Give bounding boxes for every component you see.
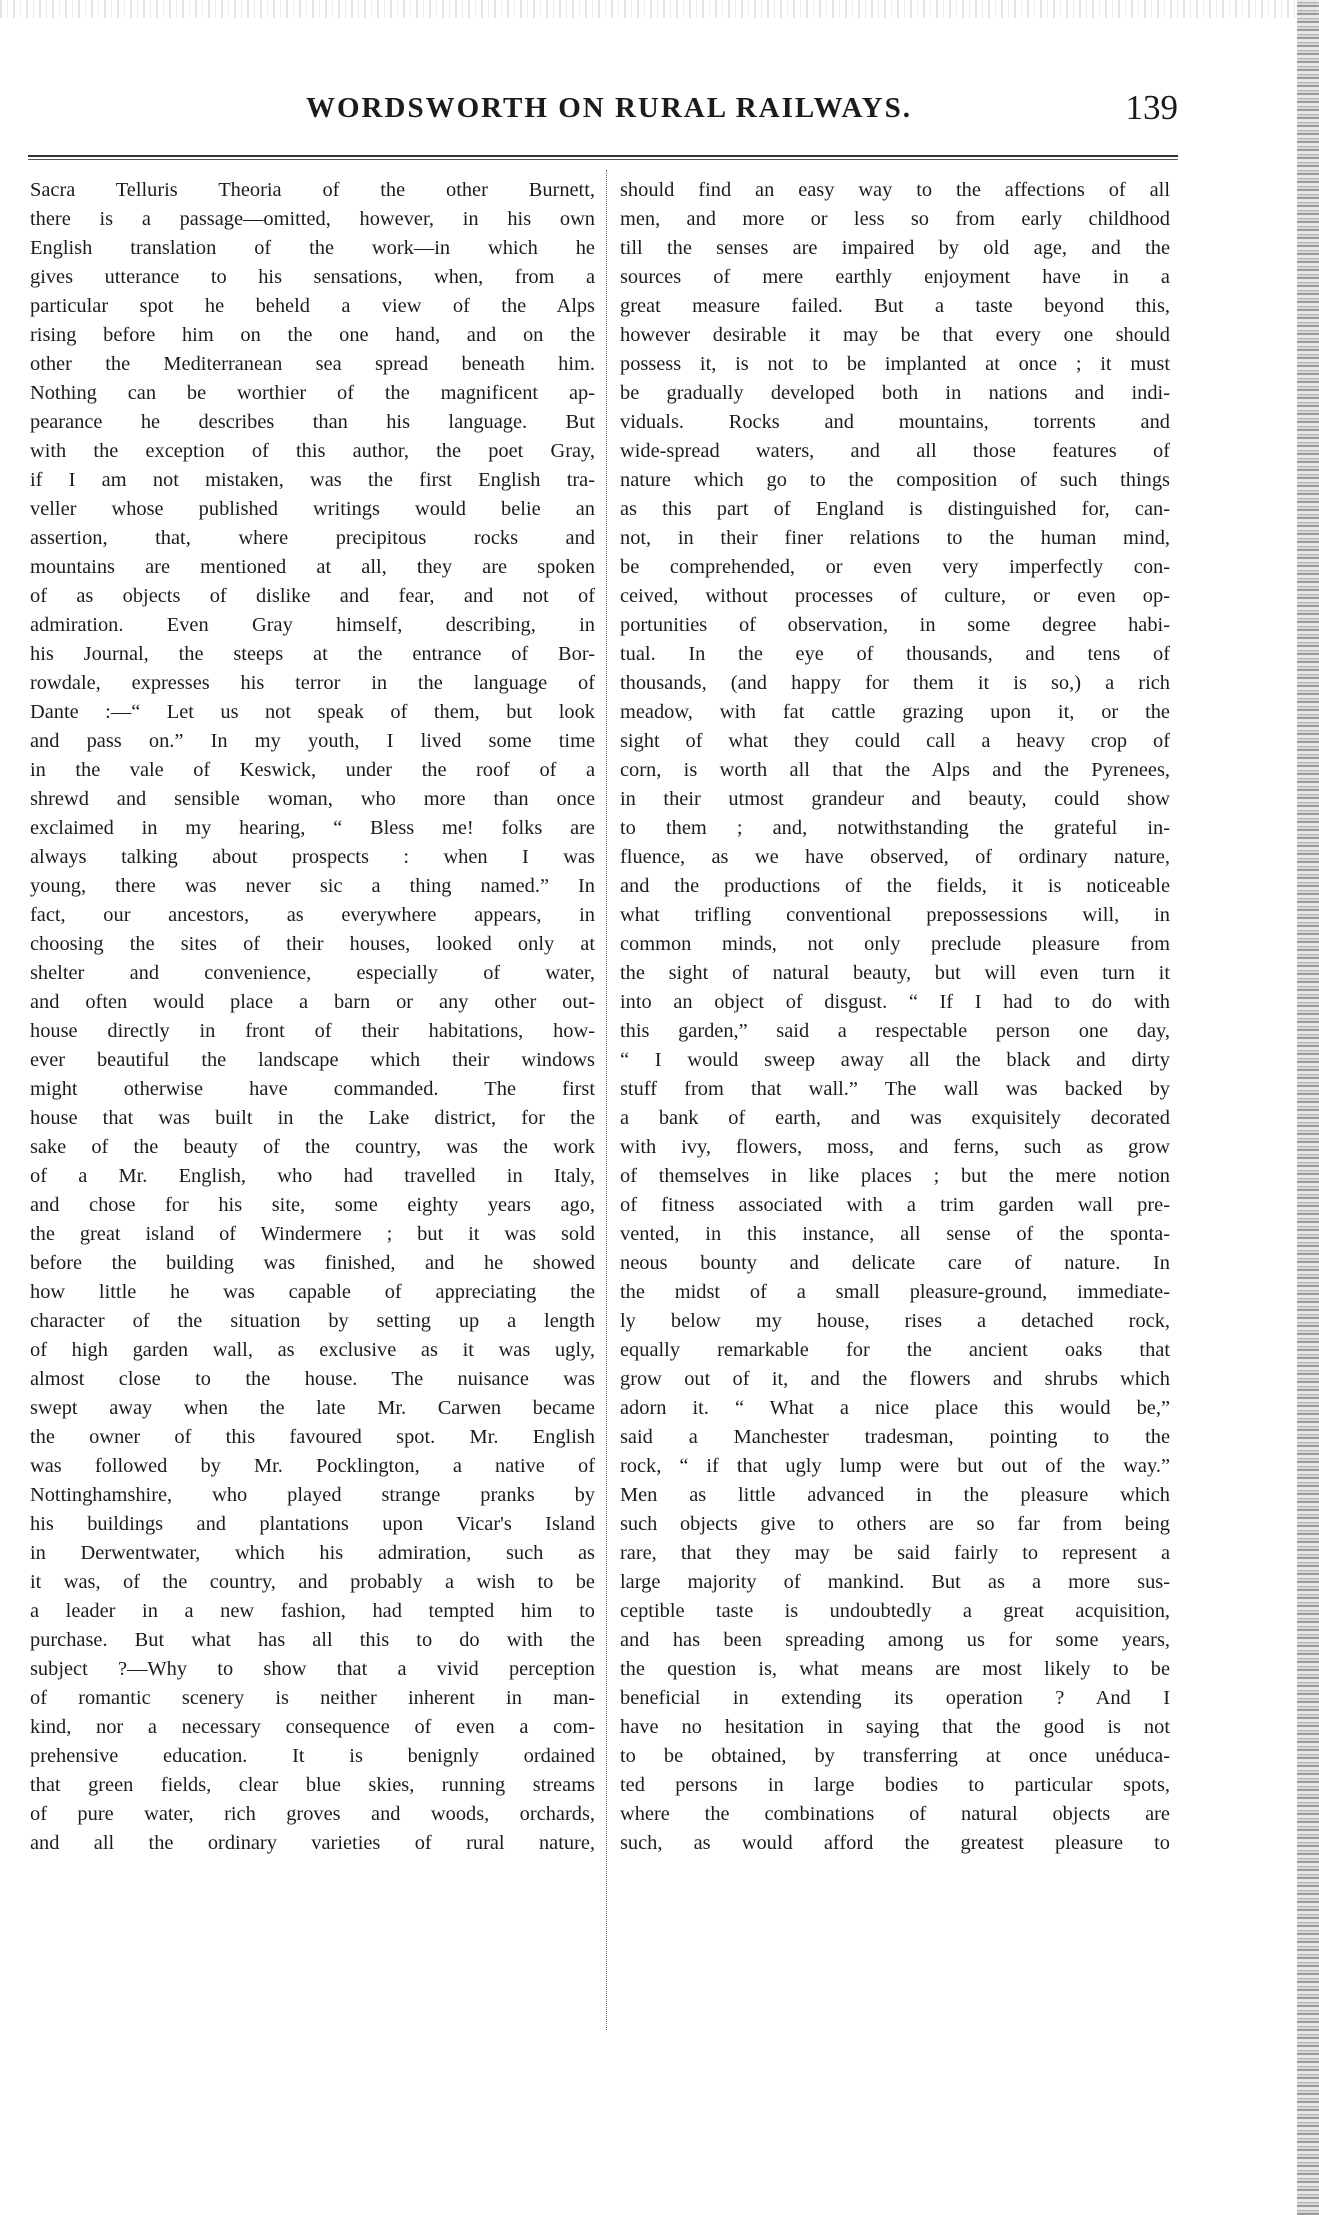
text-line: to be obtained, by transferring at once unéduca- bbox=[620, 1745, 1170, 1767]
text-line: purchase. But what has all this to do with the bbox=[30, 1629, 595, 1651]
running-title: WORDSWORTH ON RURAL RAILWAYS. bbox=[306, 92, 912, 124]
text-line: particular spot he beheld a view of the Alps bbox=[30, 295, 595, 317]
text-line: the midst of a small pleasure-ground, immediate- bbox=[620, 1281, 1170, 1303]
text-line: Nottinghamshire, who played strange pranks by bbox=[30, 1484, 595, 1506]
text-line: such objects give to others are so far from being bbox=[620, 1513, 1170, 1535]
text-line: be gradually developed both in nations and indi- bbox=[620, 382, 1170, 404]
text-line: kind, nor a necessary consequence of even a com- bbox=[30, 1716, 595, 1738]
page-header bbox=[28, 88, 1178, 138]
text-line: shelter and convenience, especially of water, bbox=[30, 962, 595, 984]
text-line: a bank of earth, and was exquisitely decorated bbox=[620, 1107, 1170, 1129]
text-line: common minds, not only preclude pleasure from bbox=[620, 933, 1170, 955]
text-line: sources of mere earthly enjoyment have in a bbox=[620, 266, 1170, 288]
text-line: what trifling conventional prepossessions will, in bbox=[620, 904, 1170, 926]
text-line: house directly in front of their habitations, how- bbox=[30, 1020, 595, 1042]
text-line: till the senses are impaired by old age, and the bbox=[620, 237, 1170, 259]
text-line: his Journal, the steeps at the entrance of Bor- bbox=[30, 643, 595, 665]
text-line: the sight of natural beauty, but will even turn it bbox=[620, 962, 1170, 984]
text-line: choosing the sites of their houses, looked only at bbox=[30, 933, 595, 955]
text-line: with the exception of this author, the poet Gray, bbox=[30, 440, 595, 462]
text-line: Dante :—“ Let us not speak of them, but look bbox=[30, 701, 595, 723]
text-line: that green fields, clear blue skies, running streams bbox=[30, 1774, 595, 1796]
text-line: ever beautiful the landscape which their windows bbox=[30, 1049, 595, 1071]
header-rule-thin bbox=[28, 159, 1178, 160]
text-line: young, there was never sic a thing named.” In bbox=[30, 875, 595, 897]
scan-speckle-top bbox=[0, 0, 1319, 18]
text-line: large majority of mankind. But as a more sus- bbox=[620, 1571, 1170, 1593]
text-line: almost close to the house. The nuisance was bbox=[30, 1368, 595, 1390]
text-line: shrewd and sensible woman, who more than once bbox=[30, 788, 595, 810]
text-line: swept away when the late Mr. Carwen became bbox=[30, 1397, 595, 1419]
text-line: and has been spreading among us for some years, bbox=[620, 1629, 1170, 1651]
text-line: of high garden wall, as exclusive as it was ugly, bbox=[30, 1339, 595, 1361]
text-line: viduals. Rocks and mountains, torrents and bbox=[620, 411, 1170, 433]
text-line: before the building was finished, and he showed bbox=[30, 1252, 595, 1274]
text-line: how little he was capable of appreciating the bbox=[30, 1281, 595, 1303]
text-line: his buildings and plantations upon Vicar's Island bbox=[30, 1513, 595, 1535]
text-line: and chose for his site, some eighty years ago, bbox=[30, 1194, 595, 1216]
text-line: vented, in this instance, all sense of the sponta- bbox=[620, 1223, 1170, 1245]
text-line: however desirable it may be that every one should bbox=[620, 324, 1170, 346]
text-line: in Derwentwater, which his admiration, such as bbox=[30, 1542, 595, 1564]
text-line: said a Manchester tradesman, pointing to the bbox=[620, 1426, 1170, 1448]
text-line: of themselves in like places ; but the mere notion bbox=[620, 1165, 1170, 1187]
text-line: English translation of the work—in which he bbox=[30, 237, 595, 259]
text-line: a leader in a new fashion, had tempted him to bbox=[30, 1600, 595, 1622]
text-line: where the combinations of natural objects are bbox=[620, 1803, 1170, 1825]
text-line: portunities of observation, in some degree habi- bbox=[620, 614, 1170, 636]
text-line: Men as little advanced in the pleasure which bbox=[620, 1484, 1170, 1506]
text-line: tual. In the eye of thousands, and tens of bbox=[620, 643, 1170, 665]
text-line: character of the situation by setting up a length bbox=[30, 1310, 595, 1332]
column-divider bbox=[606, 170, 607, 2030]
text-line: and the productions of the fields, it is noticeable bbox=[620, 875, 1170, 897]
text-line: wide-spread waters, and all those features of bbox=[620, 440, 1170, 462]
text-line: might otherwise have commanded. The first bbox=[30, 1078, 595, 1100]
text-line: gives utterance to his sensations, when, from a bbox=[30, 266, 595, 288]
text-line: such, as would afford the greatest pleasure to bbox=[620, 1832, 1170, 1854]
text-line: rare, that they may be said fairly to represent a bbox=[620, 1542, 1170, 1564]
text-line: corn, is worth all that the Alps and the Pyrenees, bbox=[620, 759, 1170, 781]
text-line: ly below my house, rises a detached rock, bbox=[620, 1310, 1170, 1332]
text-line: nature which go to the composition of such things bbox=[620, 469, 1170, 491]
text-line: not, in their finer relations to the human mind, bbox=[620, 527, 1170, 549]
text-line: Sacra Telluris Theoria of the other Burnett, bbox=[30, 179, 595, 201]
text-line: the great island of Windermere ; but it was sold bbox=[30, 1223, 595, 1245]
text-line: into an object of disgust. “ If I had to do with bbox=[620, 991, 1170, 1013]
text-line: neous bounty and delicate care of nature. In bbox=[620, 1252, 1170, 1274]
text-line: rowdale, expresses his terror in the language of bbox=[30, 672, 595, 694]
header-rule bbox=[28, 155, 1178, 157]
text-line: to them ; and, notwithstanding the grateful in- bbox=[620, 817, 1170, 839]
text-line: mountains are mentioned at all, they are spoken bbox=[30, 556, 595, 578]
text-line: men, and more or less so from early childhood bbox=[620, 208, 1170, 230]
text-line: of fitness associated with a trim garden wall pre- bbox=[620, 1194, 1170, 1216]
text-line: pearance he describes than his language. But bbox=[30, 411, 595, 433]
text-line: and all the ordinary varieties of rural nature, bbox=[30, 1832, 595, 1854]
text-line: and often would place a barn or any other out- bbox=[30, 991, 595, 1013]
text-line: Nothing can be worthier of the magnificent ap- bbox=[30, 382, 595, 404]
text-line: of pure water, rich groves and woods, orchards, bbox=[30, 1803, 595, 1825]
text-line: the owner of this favoured spot. Mr. English bbox=[30, 1426, 595, 1448]
text-line: subject ?—Why to show that a vivid perception bbox=[30, 1658, 595, 1680]
text-line: in their utmost grandeur and beauty, could show bbox=[620, 788, 1170, 810]
text-line: in the vale of Keswick, under the roof of a bbox=[30, 759, 595, 781]
text-line: always talking about prospects : when I was bbox=[30, 846, 595, 868]
text-line: fact, our ancestors, as everywhere appears, in bbox=[30, 904, 595, 926]
text-line: exclaimed in my hearing, “ Bless me! folks are bbox=[30, 817, 595, 839]
text-line: other the Mediterranean sea spread beneath him. bbox=[30, 353, 595, 375]
text-line: ted persons in large bodies to particular spots, bbox=[620, 1774, 1170, 1796]
text-line: there is a passage—omitted, however, in his own bbox=[30, 208, 595, 230]
text-line: should find an easy way to the affections of all bbox=[620, 179, 1170, 201]
text-line: with ivy, flowers, moss, and ferns, such as grow bbox=[620, 1136, 1170, 1158]
scan-binding-edge bbox=[1297, 0, 1319, 2215]
text-line: of a Mr. English, who had travelled in Italy, bbox=[30, 1165, 595, 1187]
text-line: rising before him on the one hand, and on the bbox=[30, 324, 595, 346]
text-line: be comprehended, or even very imperfectly con- bbox=[620, 556, 1170, 578]
text-line: sight of what they could call a heavy crop of bbox=[620, 730, 1170, 752]
text-line: stuff from that wall.” The wall was backed by bbox=[620, 1078, 1170, 1100]
text-line: as this part of England is distinguished for, can- bbox=[620, 498, 1170, 520]
page-number: 139 bbox=[1125, 88, 1178, 127]
text-line: beneficial in extending its operation ? And I bbox=[620, 1687, 1170, 1709]
text-line: fluence, as we have observed, of ordinary nature, bbox=[620, 846, 1170, 868]
text-line: if I am not mistaken, was the first English tra- bbox=[30, 469, 595, 491]
text-line: meadow, with fat cattle grazing upon it, or the bbox=[620, 701, 1170, 723]
text-line: of romantic scenery is neither inherent in man- bbox=[30, 1687, 595, 1709]
text-line: ceptible taste is undoubtedly a great acquisition, bbox=[620, 1600, 1170, 1622]
text-line: prehensive education. It is benignly ordained bbox=[30, 1745, 595, 1767]
text-line: equally remarkable for the ancient oaks that bbox=[620, 1339, 1170, 1361]
text-line: the question is, what means are most likely to be bbox=[620, 1658, 1170, 1680]
text-line: ceived, without processes of culture, or even op- bbox=[620, 585, 1170, 607]
text-line: “ I would sweep away all the black and dirty bbox=[620, 1049, 1170, 1071]
text-line: sake of the beauty of the country, was the work bbox=[30, 1136, 595, 1158]
text-line: was followed by Mr. Pocklington, a native of bbox=[30, 1455, 595, 1477]
text-line: rock, “ if that ugly lump were but out of the way.” bbox=[620, 1455, 1170, 1477]
text-line: great measure failed. But a taste beyond this, bbox=[620, 295, 1170, 317]
text-line: thousands, (and happy for them it is so,) a rich bbox=[620, 672, 1170, 694]
text-line: have no hesitation in saying that the good is not bbox=[620, 1716, 1170, 1738]
text-line: possess it, is not to be implanted at once ; it must bbox=[620, 353, 1170, 375]
left-column bbox=[30, 176, 595, 1858]
text-line: and pass on.” In my youth, I lived some time bbox=[30, 730, 595, 752]
text-line: adorn it. “ What a nice place this would be,” bbox=[620, 1397, 1170, 1419]
text-line: of as objects of dislike and fear, and not of bbox=[30, 585, 595, 607]
text-line: assertion, that, where precipitous rocks and bbox=[30, 527, 595, 549]
right-column bbox=[620, 176, 1170, 1858]
text-line: veller whose published writings would belie an bbox=[30, 498, 595, 520]
text-line: it was, of the country, and probably a wish to be bbox=[30, 1571, 595, 1593]
text-line: house that was built in the Lake district, for the bbox=[30, 1107, 595, 1129]
text-line: this garden,” said a respectable person one day, bbox=[620, 1020, 1170, 1042]
text-line: grow out of it, and the flowers and shrubs which bbox=[620, 1368, 1170, 1390]
text-line: admiration. Even Gray himself, describing, in bbox=[30, 614, 595, 636]
